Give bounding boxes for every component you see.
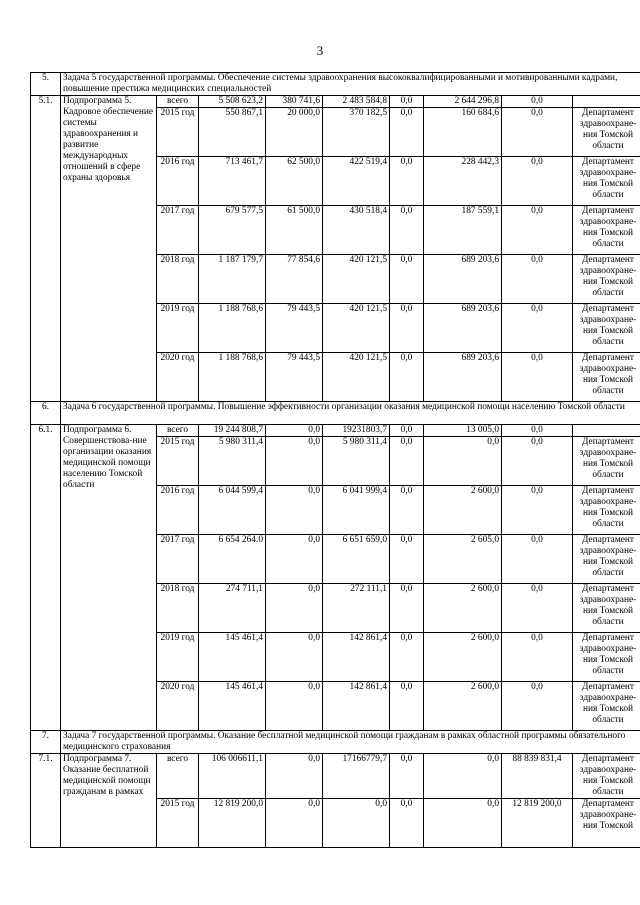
year-cell: 2016 год xyxy=(157,486,199,535)
value-cell: 0,0 xyxy=(390,633,424,682)
value-cell: 420 121,5 xyxy=(323,353,390,402)
value-cell: 79 443,5 xyxy=(266,304,323,353)
value-cell: 62 500,0 xyxy=(266,157,323,206)
value-cell: 0,0 xyxy=(390,108,424,157)
task-text: Задача 6 государственной программы. Повышение эффективности организации оказания медицинской помощи населению Томской области xyxy=(61,402,640,425)
year-cell: 2018 год xyxy=(157,255,199,304)
department-cell: Департамент здравоохране-ния Томской области xyxy=(573,437,640,486)
year-cell: 2019 год xyxy=(157,633,199,682)
value-cell: 689 203,6 xyxy=(424,304,502,353)
value-cell: 1 187 179,7 xyxy=(199,255,266,304)
value-cell: 142 861,4 xyxy=(323,682,390,731)
value-cell: 0,0 xyxy=(323,799,390,848)
subprogram-total-row xyxy=(31,754,640,799)
department-cell: Департамент здравоохране-ния Томской области xyxy=(573,304,640,353)
task-text: Задача 7 государственной программы. Оказание бесплатной медицинской помощи гражданам в рамках областной программы обязательного медицинского страхования xyxy=(61,731,640,754)
department-cell: Департамент здравоохране-ния Томской области xyxy=(573,754,640,799)
department-cell: Департамент здравоохране-ния Томской области xyxy=(573,206,640,255)
subprogram-total-row xyxy=(31,96,640,108)
value-cell: 187 559,1 xyxy=(424,206,502,255)
value-cell: 0,0 xyxy=(390,535,424,584)
value-cell: 106 006611,1 xyxy=(199,754,266,799)
value-cell: 422 519,4 xyxy=(323,157,390,206)
value-cell: 0,0 xyxy=(390,304,424,353)
value-cell: 272 111,1 xyxy=(323,584,390,633)
department-cell xyxy=(573,96,640,108)
value-cell: 0,0 xyxy=(266,584,323,633)
value-cell: 61 500,0 xyxy=(266,206,323,255)
value-cell: 0,0 xyxy=(390,799,424,848)
value-cell: 0,0 xyxy=(390,754,424,799)
department-cell: Департамент здравоохране-ния Томской области xyxy=(573,157,640,206)
task-row xyxy=(31,73,640,96)
value-cell: 0,0 xyxy=(502,425,573,437)
year-cell: 2020 год xyxy=(157,353,199,402)
value-cell: 19 244 808,7 xyxy=(199,425,266,437)
value-cell: 20 000,0 xyxy=(266,108,323,157)
value-cell: 380 741,6 xyxy=(266,96,323,108)
year-cell: 2019 год xyxy=(157,304,199,353)
year-cell: 2017 год xyxy=(157,535,199,584)
value-cell: 2 644 296,8 xyxy=(424,96,502,108)
department-cell: Департамент здравоохране-ния Томской области xyxy=(573,584,640,633)
value-cell: 6 044 599,4 xyxy=(199,486,266,535)
total-label: всего xyxy=(157,96,199,108)
value-cell: 0,0 xyxy=(390,584,424,633)
value-cell: 6 651 659,0 xyxy=(323,535,390,584)
value-cell: 0,0 xyxy=(502,157,573,206)
value-cell: 2 600,0 xyxy=(424,633,502,682)
value-cell: 2 483 584,8 xyxy=(323,96,390,108)
value-cell: 0,0 xyxy=(390,682,424,731)
value-cell: 0,0 xyxy=(390,425,424,437)
value-cell: 2 600,0 xyxy=(424,584,502,633)
department-cell: Департамент здравоохране-ния Томской области xyxy=(573,255,640,304)
value-cell: 88 839 831,4 xyxy=(502,754,573,799)
value-cell: 0,0 xyxy=(390,206,424,255)
value-cell: 145 461,4 xyxy=(199,682,266,731)
year-cell: 2015 год xyxy=(157,799,199,848)
task-number: 7. xyxy=(31,731,61,754)
value-cell: 0,0 xyxy=(390,96,424,108)
value-cell: 0,0 xyxy=(502,584,573,633)
value-cell: 12 819 200,0 xyxy=(199,799,266,848)
value-cell: 689 203,6 xyxy=(424,255,502,304)
value-cell: 13 005,0 xyxy=(424,425,502,437)
value-cell: 679 577,5 xyxy=(199,206,266,255)
department-cell: Департамент здравоохране-ния Томской области xyxy=(573,682,640,731)
year-cell: 2015 год xyxy=(157,108,199,157)
value-cell: 79 443,5 xyxy=(266,353,323,402)
value-cell: 0,0 xyxy=(266,799,323,848)
value-cell: 0,0 xyxy=(502,535,573,584)
value-cell: 0,0 xyxy=(502,206,573,255)
value-cell: 0,0 xyxy=(424,754,502,799)
value-cell: 420 121,5 xyxy=(323,255,390,304)
subprogram-name: Подпрограмма 5. Кадровое обеспечение системы здравоохранения и развитие международных отношений в сфере охраны здоровья xyxy=(61,96,157,402)
value-cell: 17166779,7 xyxy=(323,754,390,799)
value-cell: 0,0 xyxy=(266,633,323,682)
value-cell: 0,0 xyxy=(502,96,573,108)
value-cell: 274 711,1 xyxy=(199,584,266,633)
department-cell: Департамент здравоохране-ния Томской области xyxy=(573,535,640,584)
page-number: 3 xyxy=(316,43,324,58)
subprogram-number: 6.1. xyxy=(31,425,61,731)
value-cell: 160 684,6 xyxy=(424,108,502,157)
value-cell: 6 654 264.0 xyxy=(199,535,266,584)
subprogram-name: Подпрограмма 7. Оказание бесплатной медицинской помощи гражданам в рамках xyxy=(61,754,157,848)
value-cell: 0,0 xyxy=(266,535,323,584)
department-cell: Департамент здравоохране-ния Томской xyxy=(573,799,640,848)
value-cell: 5 980 311,4 xyxy=(323,437,390,486)
department-cell: Департамент здравоохране-ния Томской области xyxy=(573,633,640,682)
value-cell: 420 121,5 xyxy=(323,304,390,353)
subprogram-total-row xyxy=(31,425,640,437)
value-cell: 430 518,4 xyxy=(323,206,390,255)
value-cell: 77 854,6 xyxy=(266,255,323,304)
value-cell: 689 203,6 xyxy=(424,353,502,402)
year-cell: 2016 год xyxy=(157,157,199,206)
task-row xyxy=(31,402,640,425)
department-cell: Департамент здравоохране-ния Томской области xyxy=(573,353,640,402)
value-cell: 550 867,1 xyxy=(199,108,266,157)
value-cell: 370 182,5 xyxy=(323,108,390,157)
value-cell: 228 442,3 xyxy=(424,157,502,206)
value-cell: 0,0 xyxy=(266,486,323,535)
value-cell: 0,0 xyxy=(424,799,502,848)
department-cell: Департамент здравоохране-ния Томской области xyxy=(573,108,640,157)
value-cell: 0,0 xyxy=(266,437,323,486)
value-cell: 0,0 xyxy=(266,754,323,799)
value-cell: 0,0 xyxy=(390,437,424,486)
value-cell: 0,0 xyxy=(502,437,573,486)
task-text: Задача 5 государственной программы. Обеспечение системы здравоохранения высококвалифицированными и мотивированными кадрами, повышение престижа медицинских специальностей xyxy=(61,73,640,96)
subprogram-number: 5.1. xyxy=(31,96,61,402)
task-number: 6. xyxy=(31,402,61,425)
subprogram-number: 7.1. xyxy=(31,754,61,848)
value-cell: 142 861,4 xyxy=(323,633,390,682)
total-label: всего xyxy=(157,754,199,799)
value-cell: 5 980 311,4 xyxy=(199,437,266,486)
department-cell xyxy=(573,425,640,437)
value-cell: 0,0 xyxy=(266,682,323,731)
value-cell: 19231803,7 xyxy=(323,425,390,437)
value-cell: 6 041 999,4 xyxy=(323,486,390,535)
total-label: всего xyxy=(157,425,199,437)
value-cell: 1 188 768,6 xyxy=(199,353,266,402)
value-cell: 0,0 xyxy=(390,255,424,304)
value-cell: 12 819 200,0 xyxy=(502,799,573,848)
value-cell: 0,0 xyxy=(390,157,424,206)
value-cell: 0,0 xyxy=(502,304,573,353)
task-number: 5. xyxy=(31,73,61,96)
task-row xyxy=(31,731,640,754)
year-cell: 2020 год xyxy=(157,682,199,731)
value-cell: 0,0 xyxy=(502,108,573,157)
value-cell: 0,0 xyxy=(390,353,424,402)
value-cell: 5 508 623,2 xyxy=(199,96,266,108)
value-cell: 2 605,0 xyxy=(424,535,502,584)
value-cell: 0,0 xyxy=(502,633,573,682)
value-cell: 0,0 xyxy=(502,353,573,402)
value-cell: 1 188 768,6 xyxy=(199,304,266,353)
value-cell: 0,0 xyxy=(502,486,573,535)
year-cell: 2015 год xyxy=(157,437,199,486)
value-cell: 713 461,7 xyxy=(199,157,266,206)
year-cell: 2017 год xyxy=(157,206,199,255)
year-cell: 2018 год xyxy=(157,584,199,633)
subprogram-name: Подпрограмма 6. Совершенствова-ние организации оказания медицинской помощи населению Томской области xyxy=(61,425,157,731)
value-cell: 0,0 xyxy=(266,425,323,437)
value-cell: 2 600,0 xyxy=(424,486,502,535)
value-cell: 0,0 xyxy=(502,682,573,731)
value-cell: 0,0 xyxy=(424,437,502,486)
value-cell: 145 461,4 xyxy=(199,633,266,682)
department-cell: Департамент здравоохране-ния Томской области xyxy=(573,486,640,535)
value-cell: 0,0 xyxy=(390,486,424,535)
value-cell: 2 600,0 xyxy=(424,682,502,731)
budget-table xyxy=(30,72,640,848)
value-cell: 0,0 xyxy=(502,255,573,304)
